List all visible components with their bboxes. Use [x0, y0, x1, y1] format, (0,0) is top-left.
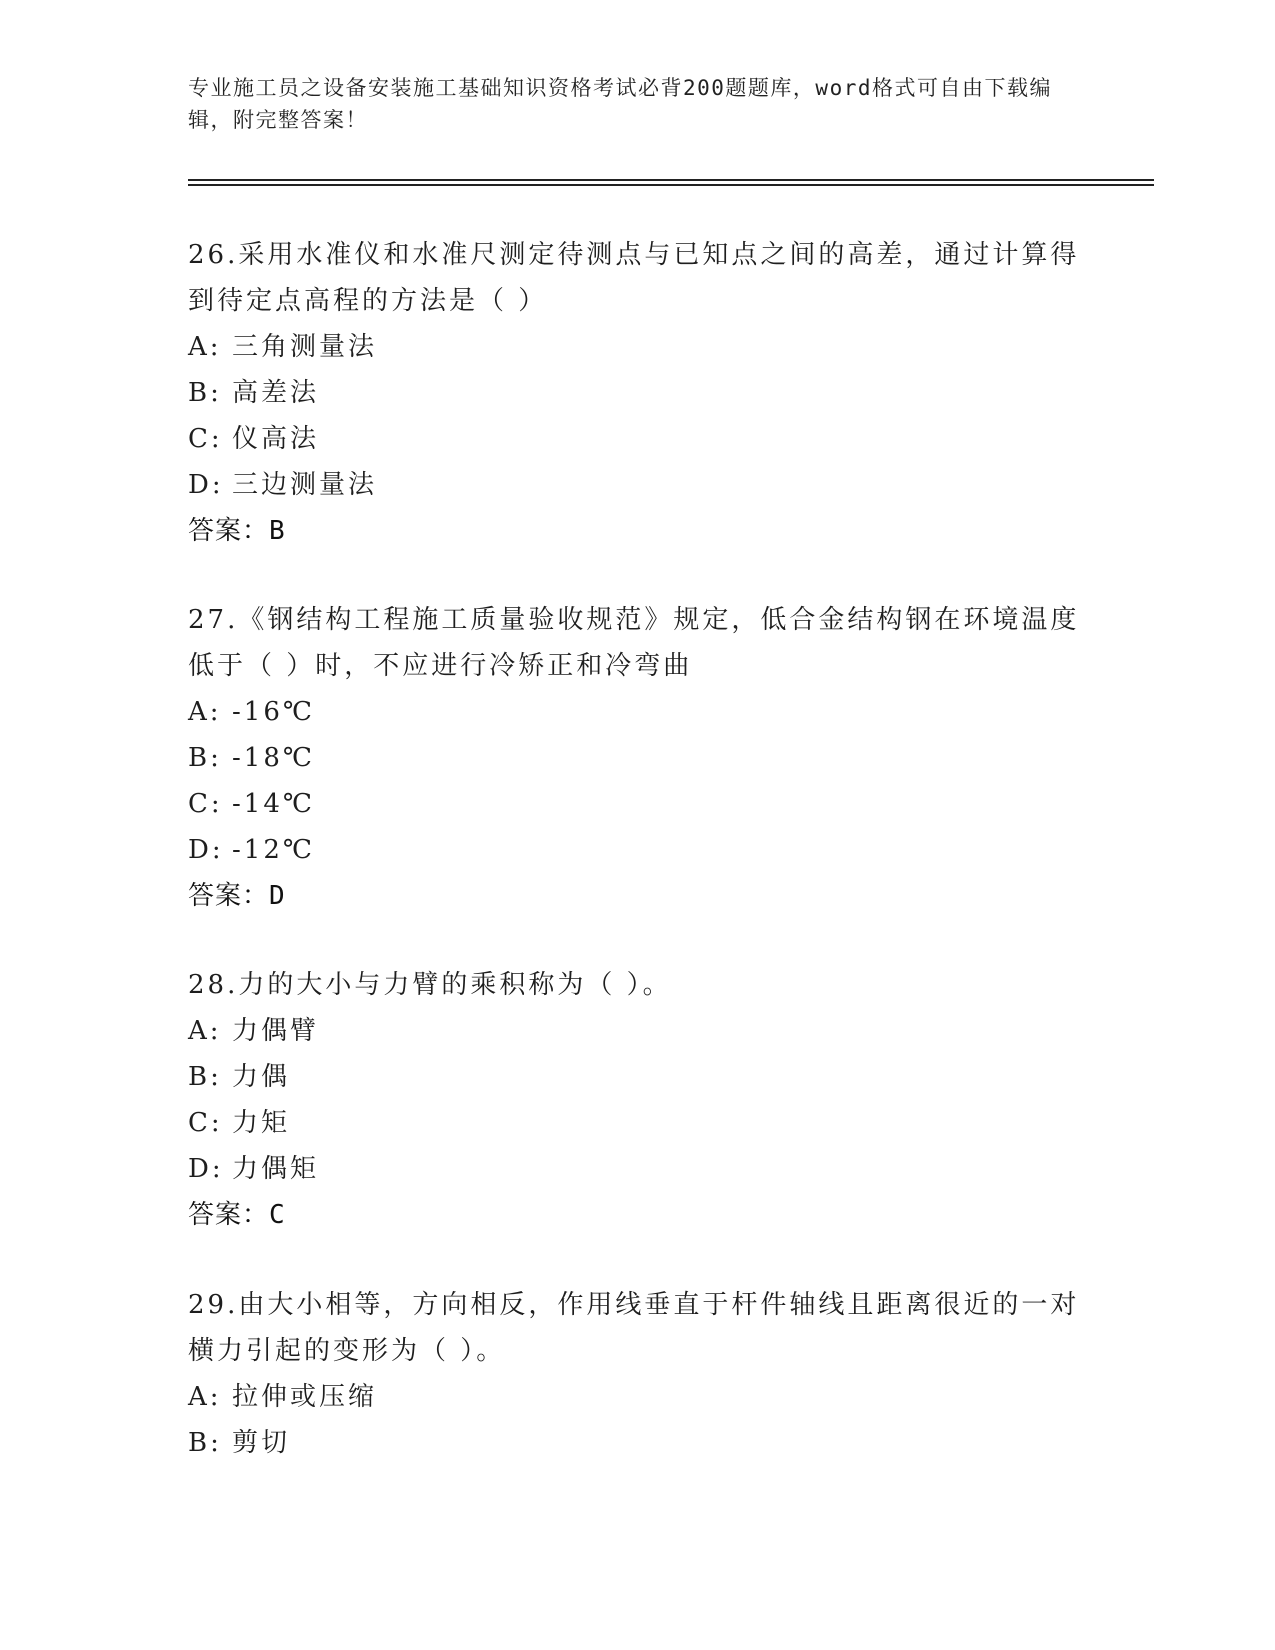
option-b: [188, 1420, 1088, 1466]
option-text: 力偶臂: [232, 1016, 320, 1046]
option-b: [188, 735, 1088, 781]
question-27: [188, 597, 1088, 919]
option-text: 仪高法: [232, 424, 320, 454]
option-text: -12℃: [232, 835, 315, 865]
option-letter: C:: [188, 1108, 223, 1138]
option-b: [188, 370, 1088, 416]
answer-line: 答案：D: [188, 881, 286, 911]
option-text: 力矩: [232, 1108, 291, 1138]
option-text: 剪切: [232, 1428, 291, 1458]
question-28: [188, 962, 1088, 1238]
option-letter: C:: [188, 424, 223, 454]
option-letter: C:: [188, 789, 223, 819]
option-text: -18℃: [232, 743, 315, 773]
answer-line: 答案：B: [188, 516, 286, 546]
option-text: 拉伸或压缩: [232, 1382, 378, 1412]
option-a: [188, 1374, 1088, 1420]
option-a: [188, 324, 1088, 370]
option-text: 力偶: [232, 1062, 291, 1092]
answer-line: 答案：C: [188, 1200, 286, 1230]
option-d: [188, 462, 1088, 508]
question-29: [188, 1282, 1088, 1466]
option-text: 三边测量法: [232, 470, 378, 500]
question-26: [188, 232, 1088, 554]
question-stem: 27.《钢结构工程施工质量验收规范》规定，低合金结构钢在环境温度低于（ ）时，不应进行冷矫正和冷弯曲: [188, 605, 1080, 681]
header-divider-bottom: [188, 184, 1154, 186]
option-d: [188, 1146, 1088, 1192]
option-letter: D:: [188, 1154, 224, 1184]
option-c: [188, 781, 1088, 827]
question-stem: 26.采用水准仪和水准尺测定待测点与已知点之间的高差，通过计算得到待定点高程的方法是（ ）: [188, 240, 1080, 316]
option-text: 高差法: [232, 378, 320, 408]
header-divider-top: [188, 179, 1154, 181]
option-a: [188, 689, 1088, 735]
option-text: 力偶矩: [232, 1154, 320, 1184]
option-letter: D:: [188, 835, 224, 865]
option-letter: D:: [188, 470, 224, 500]
option-c: [188, 1100, 1088, 1146]
document-header: 专业施工员之设备安装施工基础知识资格考试必背200题题库，word格式可自由下载编辑，附完整答案！: [188, 76, 1052, 132]
option-letter: B:: [188, 743, 222, 773]
option-text: -16℃: [232, 697, 315, 727]
option-letter: A:: [188, 1382, 222, 1412]
option-letter: A:: [188, 1016, 222, 1046]
option-letter: B:: [188, 1062, 222, 1092]
option-text: 三角测量法: [232, 332, 378, 362]
question-stem: 28.力的大小与力臂的乘积称为（ ）。: [188, 970, 672, 1000]
option-letter: B:: [188, 378, 222, 408]
option-d: [188, 827, 1088, 873]
option-a: [188, 1008, 1088, 1054]
option-letter: B:: [188, 1428, 222, 1458]
option-b: [188, 1054, 1088, 1100]
option-letter: A:: [188, 697, 222, 727]
option-text: -14℃: [232, 789, 315, 819]
question-stem: 29.由大小相等，方向相反，作用线垂直于杆件轴线且距离很近的一对横力引起的变形为（ ）。: [188, 1290, 1080, 1366]
option-letter: A:: [188, 332, 222, 362]
option-c: [188, 416, 1088, 462]
